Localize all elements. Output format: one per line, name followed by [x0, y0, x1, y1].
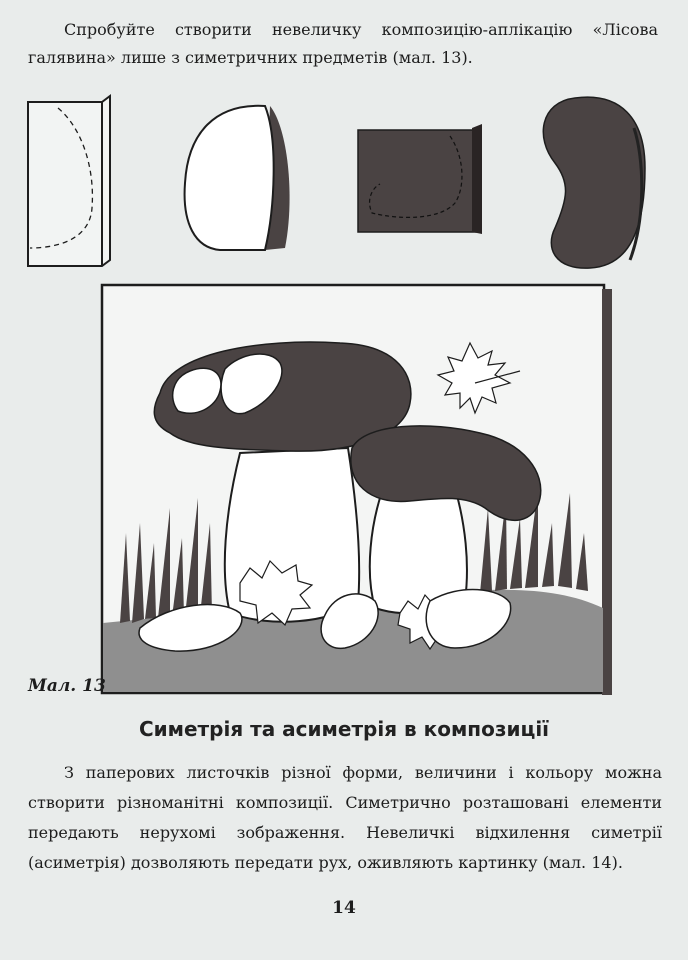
page-number: 14 — [332, 898, 356, 918]
section-heading: Симетрія та асиметрія в композиції — [138, 717, 550, 741]
forest-clearing-applique — [100, 283, 615, 699]
folding-steps-illustration — [20, 88, 670, 278]
step-dark-folded-paper — [358, 124, 482, 234]
step-folded-paper — [28, 96, 110, 266]
figure-label: Мал. 13 — [28, 676, 106, 696]
body-paragraph: З паперових листочків різної форми, величини і кольору можна створити різноманітні композиції. Симетрично розташовані елементи передають нерухомі зображення. Невеличкі відхилення симетрії (асиметрія) дозволяють передати рух, оживляють картинку (мал. 14). — [28, 763, 662, 872]
step-unfolded-shape — [543, 97, 645, 268]
intro-paragraph: Спробуйте створити невеличку композицію-аплікацію «Лісова галявина» лише з симетричних предметів (мал. 13). — [28, 20, 658, 67]
step-cut-shape — [185, 106, 290, 250]
